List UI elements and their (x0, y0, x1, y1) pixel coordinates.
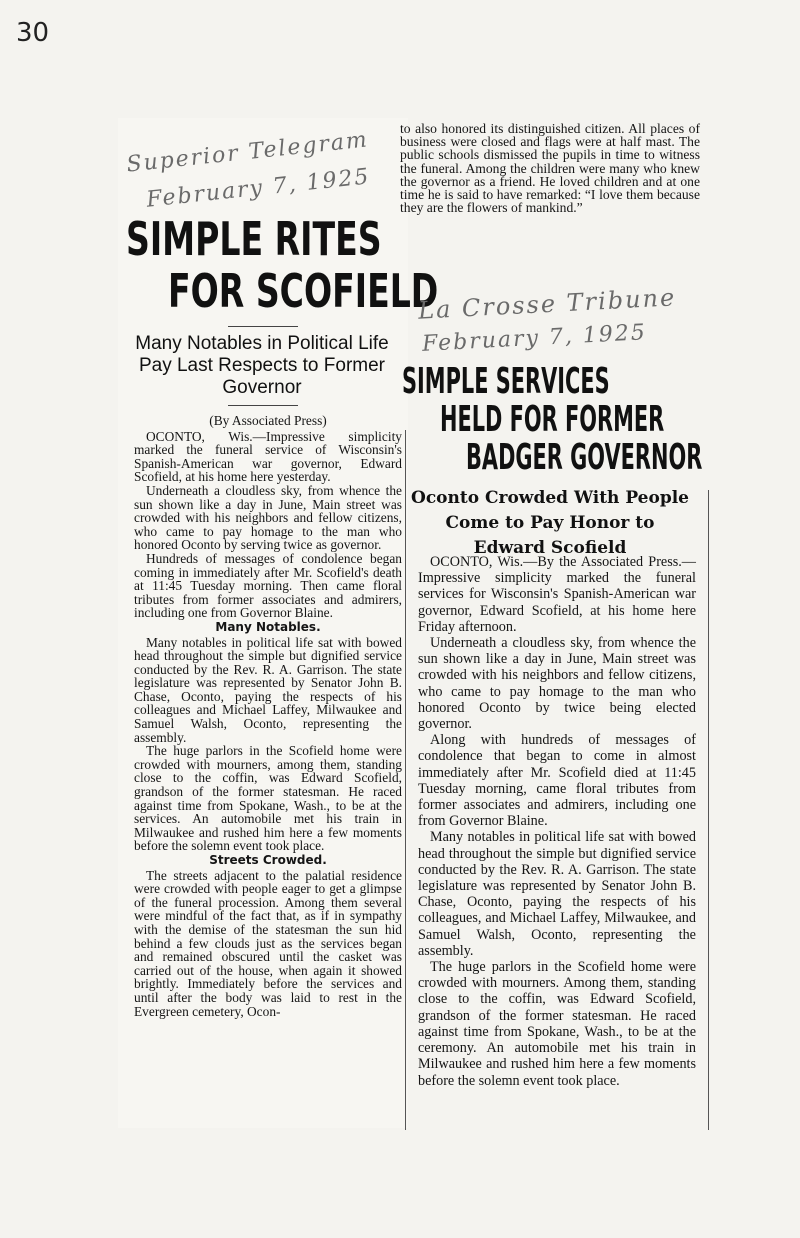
handwritten-date-1: February 7, 1925 (145, 164, 372, 213)
handwritten-date-2: February 7, 1925 (421, 320, 648, 357)
subhead: Streets Crowded. (209, 853, 327, 867)
paragraph: Underneath a cloudless sky, from whence the sun shown like a day in June, Main street was crowded with his neighbors and fellow citizens, who came to pay homage to the man who honored Oconto by twice being elected governor. (418, 635, 696, 733)
deck-1: Many Notables in Political Life Pay Last Respects to Former Governor (135, 333, 389, 398)
paragraph: Along with hundreds of messages of condolence that began to come in almost immediately after Mr. Scofield died at 11:45 Tuesday morning, came floral tributes from former associates and admirers, including one from Governor Blaine. (418, 732, 696, 830)
paragraph: Hundreds of messages of condolence began coming in immediately after Mr. Scofield's death at 11:45 Tuesday morning. Then came floral tributes from former associates and admirers, including one from Governor Blaine. (134, 550, 402, 621)
handwritten-source-2: La Crosse Tribune (417, 283, 677, 325)
headline-1-line1: SIMPLE RITES (126, 212, 382, 266)
deck-2-line2: Come to Pay Honor to (445, 513, 655, 533)
continuation-text: to also honored its distinguished citizen. All places of business were closed and flags were at half mast. The public schools dismissed the pupils in time to witness the funeral. Among the children were many who knew the governor as a friend. He loved children and at one time he is said to have remarked: “I love them because they are the flowers of mankind.” (400, 121, 700, 216)
page-number: 30 (16, 18, 50, 48)
paragraph: The streets adjacent to the palatial residence were crowded with people eager to get a glimpse of the funeral procession. Among them several were mindful of the fact that, as if in sympathy with the demise of the statesman the sun hid behind a few clouds just as the services began and remained obscured until the casket was carried out of the house, when again it showed brightly. Immediately before the services and until after the body was laid to rest in the Evergreen cemetery, Ocon- (134, 867, 402, 1019)
paragraph: OCONTO, Wis.—Impressive simplicity marked the funeral service of Wisconsin's Spanish-American war governor, Edward Scofield, at his home here yesterday. (134, 428, 402, 485)
deck-2 (404, 486, 696, 561)
paragraph: Underneath a cloudless sky, from whence the sun shown like a day in June, Main street was crowded with his neighbors and fellow citizens, who came to pay homage to the man who honored Oconto by serving twice as governor. (134, 482, 402, 553)
byline-1: (By Associated Press) (209, 413, 327, 428)
deck-2-line3: Edward Scofield (473, 538, 627, 558)
headline-1-line2: FOR SCOFIELD (168, 264, 439, 318)
paragraph: OCONTO, Wis.—By the Associated Press.—Impressive simplicity marked the funeral services for Wisconsin's Spanish-American war governor, Edward Scofield, at his home here Friday afternoon. (418, 554, 696, 635)
short-rule-1 (228, 326, 298, 327)
body-column-2 (418, 554, 696, 1089)
deck-2-line1: Oconto Crowded With People (411, 488, 689, 508)
column-divider-right (708, 490, 709, 1130)
body-column-1 (134, 414, 402, 1018)
paragraph: Many notables in political life sat with bowed head throughout the simple but dignified service conducted by the Rev. R. A. Garrison. The state legislature was represented by Senator John B. Chase, Oconto, paying the respects of his colleagues, and Michael Laffey, Milwaukee, and Samuel Walsh, Oconto, representing the assembly. (418, 829, 696, 959)
continuation-column (400, 122, 700, 214)
short-rule-1b (228, 405, 298, 406)
headline-2-line3: BADGER GOVERNOR (466, 437, 703, 478)
paragraph: The huge parlors in the Scofield home were crowded with mourners, among them, standing close to the coffin, was Edward Scofield, grandson of the former statesman. He raced against time from Spokane, Wash., to be at the services. An automobile met his train in Milwaukee and rushed him here a few moments before the solemn event took place. (134, 743, 402, 854)
headline-2-line2: HELD FOR FORMER (440, 399, 665, 440)
headline-2-line1: SIMPLE SERVICES (402, 361, 610, 402)
paragraph: Many notables in political life sat with bowed head throughout the simple but dignified service conducted by the Rev. R. A. Garrison. The state legislature was represented by Senator John B. Chase, Oconto, paying the respects of his colleagues and Michael Laffey, Milwaukee and Samuel Walsh, Oconto, representing the assembly. (134, 634, 402, 745)
paragraph: The huge parlors in the Scofield home were crowded with mourners. Among them, standing close to the coffin, was Edward Scofield, grandson of the former statesman. He raced against time from Spokane, Wash., to be at the ceremony. An automobile met his train in Milwaukee and rushed him here a few moments before the solemn event took place. (418, 959, 696, 1089)
subhead: Many Notables. (215, 619, 321, 634)
handwritten-source-1: Superior Telegram (125, 127, 370, 178)
